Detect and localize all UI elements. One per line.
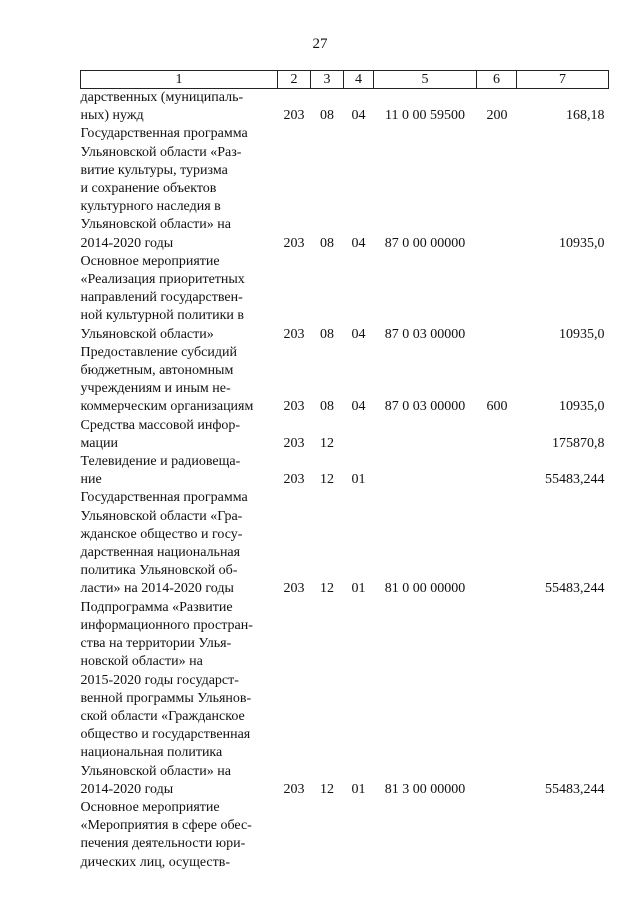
row-c4-cell: 01 — [351, 472, 366, 488]
row-name-line: дарственных (муниципаль- — [80, 90, 244, 105]
row-c5-cell: 81 3 00 00000 — [384, 781, 466, 797]
row-c3-cell: 08 — [320, 399, 334, 415]
row-name-line: бюджетным, автономным — [80, 363, 234, 379]
row-c7-cell: 10935,0 — [559, 235, 605, 251]
row-name-line: и сохранение объектов — [80, 181, 217, 197]
row-name-line: Ульяновской области» на — [80, 217, 231, 233]
table-header-row — [81, 71, 609, 89]
row-c3-cell: 12 — [320, 472, 334, 488]
row-name-line: Ульяновской области «Раз- — [80, 144, 242, 160]
row-name-line: Ульяновской области «Гра- — [80, 508, 243, 524]
row-c6-cell — [477, 253, 517, 344]
table-row — [81, 344, 609, 417]
row-c6-cell — [477, 417, 517, 453]
row-c6-cell — [477, 799, 517, 872]
row-name-line: дарственная национальная — [80, 545, 241, 561]
row-c2-cell — [278, 799, 311, 872]
row-c4-cell: 01 — [351, 581, 366, 597]
row-name-line: Средства массовой инфор- — [80, 417, 241, 433]
row-c2-cell: 203 — [283, 399, 305, 415]
column-header: 6 — [477, 71, 517, 89]
table-row — [81, 599, 609, 799]
row-c7-cell: 10935,0 — [559, 326, 605, 342]
row-name-cell — [81, 253, 278, 344]
row-c5-cell: 87 0 03 00000 — [384, 399, 466, 415]
table-row — [81, 799, 609, 872]
row-c3-cell: 08 — [320, 326, 334, 342]
row-name-line: Государственная программа — [80, 490, 248, 506]
row-name-cell — [81, 799, 278, 872]
column-header: 7 — [517, 71, 609, 89]
row-c3-cell — [311, 799, 344, 872]
row-name-line: ласти» на 2014-2020 годы — [80, 581, 234, 597]
row-name-line: Ульяновской области» на — [80, 763, 231, 779]
row-name-line: ние — [80, 472, 102, 488]
row-name-line: 2015-2020 годы государст- — [80, 672, 239, 688]
row-c4-cell: 04 — [351, 399, 366, 415]
row-c3-cell: 12 — [320, 781, 334, 797]
row-name-line: Подпрограмма «Развитие — [80, 599, 233, 615]
row-name-line: Основное мероприятие — [80, 799, 220, 815]
row-name-cell — [81, 453, 278, 489]
row-name-line: ской области «Гражданское — [80, 708, 245, 724]
row-c7-cell: 55483,244 — [545, 781, 605, 797]
row-c3-cell: 08 — [320, 108, 334, 124]
row-c6-cell: 600 — [486, 399, 508, 415]
row-c4-cell: 04 — [351, 235, 366, 251]
table-row — [81, 253, 609, 344]
row-c6-cell — [477, 599, 517, 799]
row-name-line: Государственная программа — [80, 126, 248, 142]
row-c7-cell — [517, 799, 609, 872]
row-name-line: новской области» на — [80, 654, 203, 670]
row-c2-cell: 203 — [283, 781, 305, 797]
row-c3-cell: 08 — [320, 235, 334, 251]
row-c7-cell: 10935,0 — [559, 399, 605, 415]
row-name-cell — [81, 344, 278, 417]
row-c2-cell: 203 — [283, 235, 305, 251]
row-name-line: жданское общество и госу- — [80, 526, 243, 542]
row-name-line: направлений государствен- — [80, 290, 243, 306]
row-c6-cell — [477, 125, 517, 252]
row-c5-cell — [374, 453, 477, 489]
table-row — [81, 489, 609, 598]
row-c2-cell: 203 — [283, 326, 305, 342]
row-c2-cell: 203 — [283, 108, 305, 124]
row-name-line: общество и государственная — [80, 727, 251, 743]
row-name-line: Основное мероприятие — [80, 253, 220, 269]
row-c3-cell: 12 — [320, 581, 334, 597]
row-name-line: ных) нужд — [80, 108, 144, 124]
row-c4-cell: 04 — [351, 326, 366, 342]
row-c2-cell: 203 — [283, 472, 305, 488]
row-name-line: ной культурной политики в — [80, 308, 245, 324]
row-name-cell — [81, 89, 278, 126]
row-name-line: ства на территории Улья- — [80, 636, 232, 652]
row-name-line: Ульяновской области» — [80, 326, 214, 342]
table-row — [81, 417, 609, 453]
row-name-line: коммерческим организациям — [80, 399, 254, 415]
column-header: 5 — [374, 71, 477, 89]
row-c4-cell: 01 — [351, 781, 366, 797]
row-name-cell — [81, 489, 278, 598]
page-number: 27 — [312, 36, 328, 52]
row-c7-cell: 55483,244 — [545, 472, 605, 488]
row-name-line: «Мероприятия в сфере обес- — [80, 818, 252, 834]
row-c5-cell: 81 0 00 00000 — [384, 581, 466, 597]
row-name-line: «Реализация приоритетных — [80, 272, 245, 288]
row-c2-cell: 203 — [283, 581, 305, 597]
row-c5-cell: 87 0 00 00000 — [384, 235, 466, 251]
row-name-line: 2014-2020 годы — [80, 781, 174, 797]
row-c4-cell — [344, 799, 374, 872]
row-name-cell — [81, 417, 278, 453]
row-name-line: национальная политика — [80, 745, 223, 761]
row-name-line: культурного наследия в — [80, 199, 221, 215]
row-name-line: учреждениям и иным не- — [80, 381, 231, 397]
table-row — [81, 125, 609, 252]
row-c6-cell: 200 — [486, 108, 508, 124]
row-name-line: печения деятельности юри- — [80, 836, 246, 852]
row-c6-cell — [477, 453, 517, 489]
column-header: 1 — [81, 71, 278, 89]
row-name-line: Телевидение и радиовеща- — [80, 454, 241, 470]
row-name-cell — [81, 125, 278, 252]
row-name-line: информационного простран- — [80, 617, 253, 633]
table-row — [81, 89, 609, 126]
row-c4-cell: 04 — [351, 108, 366, 124]
budget-table — [80, 70, 608, 872]
table-row — [81, 453, 609, 489]
column-header: 3 — [311, 71, 344, 89]
row-c7-cell: 55483,244 — [545, 581, 605, 597]
row-name-line: политика Ульяновской об- — [80, 563, 238, 579]
row-c5-cell: 87 0 03 00000 — [384, 326, 466, 342]
row-c7-cell: 175870,8 — [552, 435, 605, 451]
row-name-line: витие культуры, туризма — [80, 162, 228, 178]
column-header: 4 — [344, 71, 374, 89]
row-name-line: мации — [80, 435, 118, 451]
row-name-line: 2014-2020 годы — [80, 235, 174, 251]
row-c4-cell — [344, 417, 374, 453]
column-header: 2 — [278, 71, 311, 89]
row-c5-cell: 11 0 00 59500 — [385, 108, 465, 124]
row-c5-cell — [374, 417, 477, 453]
row-name-line: дических лиц, осуществ- — [80, 854, 231, 870]
row-c6-cell — [477, 489, 517, 598]
row-name-cell — [81, 599, 278, 799]
row-c7-cell: 168,18 — [566, 108, 605, 124]
row-name-line: Предоставление субсидий — [80, 344, 237, 360]
row-c2-cell: 203 — [283, 435, 305, 451]
row-c5-cell — [374, 799, 477, 872]
row-c3-cell: 12 — [320, 435, 334, 451]
row-name-line: венной программы Ульянов- — [80, 690, 252, 706]
